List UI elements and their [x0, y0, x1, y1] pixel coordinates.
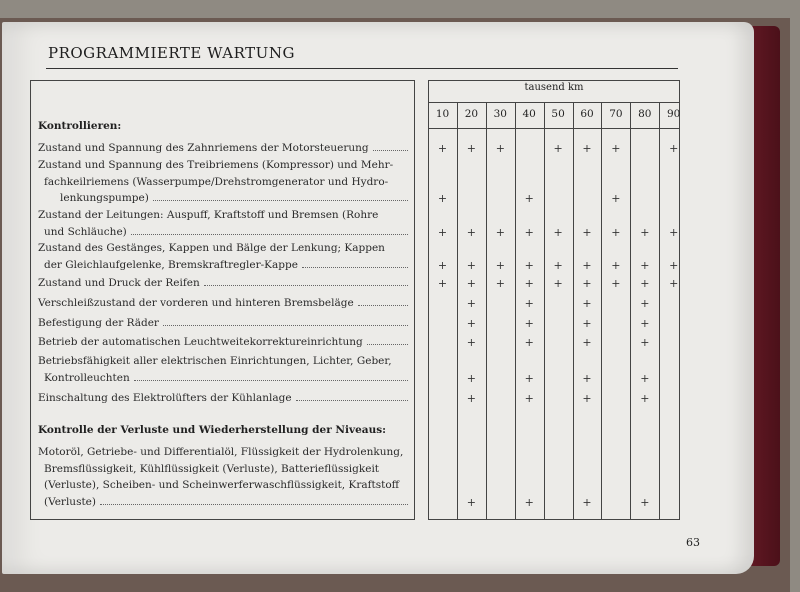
dot-leader	[204, 275, 408, 286]
schedule-mark: +	[524, 336, 534, 349]
schedule-mark: +	[640, 297, 650, 310]
schedule-mark: +	[437, 277, 448, 290]
maintenance-item	[38, 157, 408, 207]
grid-column-line	[515, 102, 516, 520]
km-column-label: 70	[609, 108, 623, 120]
item-text: Betrieb der automatischen Leuchtweitekorrektureinrichtung	[38, 336, 363, 348]
section-heading: Kontrollieren:	[38, 120, 122, 132]
section-heading: Kontrolle der Verluste und Wiederherstellung der Niveaus:	[38, 424, 386, 436]
schedule-mark: +	[611, 258, 621, 272]
schedule-mark: +	[466, 392, 476, 405]
dot-leader	[131, 224, 408, 235]
grid-column-line	[630, 102, 631, 520]
item-text: Betriebsfähigkeit aller elektrischen Einrichtungen, Lichter, Geber,	[38, 355, 392, 367]
schedule-mark: +	[437, 142, 448, 155]
schedule-mark: +	[640, 392, 650, 405]
maintenance-item	[38, 207, 408, 240]
km-column-label: 20	[464, 108, 479, 120]
maintenance-item	[38, 275, 408, 292]
schedule-mark: +	[437, 258, 448, 272]
dot-leader	[358, 295, 408, 306]
schedule-mark: +	[466, 297, 476, 310]
schedule-mark: +	[582, 317, 592, 330]
grid-column-line	[573, 102, 574, 520]
km-column-label: 30	[493, 108, 507, 120]
item-text: fachkeilriemens (Wasserpumpe/Drehstromgenerator und Hydro-	[44, 175, 389, 188]
schedule-mark: +	[611, 277, 621, 290]
schedule-mark: +	[669, 258, 679, 272]
schedule-mark: +	[640, 317, 650, 330]
item-text: (Verluste), Scheiben- und Scheinwerferwaschflüssigkeit, Kraftstoff	[44, 479, 400, 491]
schedule-mark: +	[640, 336, 650, 349]
dot-leader	[296, 390, 408, 401]
km-column-label: 80	[638, 108, 652, 120]
schedule-mark: +	[582, 336, 592, 349]
dot-leader	[100, 494, 408, 505]
schedule-mark: +	[611, 225, 621, 239]
maintenance-item	[38, 315, 408, 332]
schedule-mark: +	[466, 371, 476, 385]
schedule-mark: +	[582, 142, 592, 155]
title-rule	[46, 68, 678, 69]
schedule-mark: +	[495, 258, 505, 272]
item-text: Kontrolleuchten	[44, 371, 130, 384]
grid-column-line	[544, 102, 545, 520]
km-column-label: 90	[667, 108, 681, 120]
item-text: (Verluste)	[44, 495, 96, 508]
km-column-label: 40	[522, 108, 536, 120]
schedule-mark: +	[524, 225, 534, 239]
schedule-mark: +	[524, 317, 534, 330]
schedule-mark: +	[524, 277, 534, 290]
schedule-mark: +	[582, 258, 592, 272]
schedule-mark: +	[466, 142, 476, 155]
schedule-mark: +	[640, 495, 650, 509]
maintenance-item	[38, 295, 408, 312]
schedule-mark: +	[640, 258, 650, 272]
maintenance-item	[38, 444, 408, 510]
schedule-mark: +	[582, 495, 592, 509]
schedule-mark: +	[553, 258, 563, 272]
item-text: Bremsflüssigkeit, Kühlflüssigkeit (Verluste), Batterieflüssigkeit	[44, 462, 380, 475]
schedule-mark: +	[466, 495, 476, 509]
schedule-mark: +	[466, 277, 476, 290]
item-text: Zustand und Spannung des Zahnriemens der Motorsteuerung	[38, 142, 369, 154]
item-text: Zustand und Druck der Reifen	[38, 277, 200, 289]
km-column-label: 60	[580, 108, 594, 120]
dot-leader	[134, 370, 408, 381]
schedule-mark: +	[437, 225, 448, 239]
schedule-mark: +	[495, 277, 505, 290]
item-text: und Schläuche)	[44, 225, 127, 238]
schedule-mark: +	[524, 371, 534, 385]
km-unit-label: tausend km	[524, 82, 584, 93]
km-column-label: 50	[551, 108, 565, 120]
maintenance-item	[38, 390, 408, 407]
dot-leader	[367, 334, 408, 345]
schedule-mark: +	[582, 371, 592, 385]
schedule-mark: +	[437, 192, 448, 205]
schedule-mark: +	[524, 297, 534, 310]
schedule-mark: +	[466, 225, 476, 239]
dot-leader	[153, 190, 408, 201]
maintenance-item	[38, 240, 408, 273]
maintenance-item	[38, 353, 408, 386]
schedule-mark: +	[640, 225, 650, 239]
schedule-mark: +	[466, 258, 476, 272]
schedule-mark: +	[553, 277, 563, 290]
schedule-mark: +	[495, 142, 505, 155]
maintenance-item	[38, 140, 408, 157]
maintenance-item	[38, 334, 408, 351]
schedule-mark: +	[582, 392, 592, 405]
grid-column-line	[601, 102, 602, 520]
item-text: der Gleichlaufgelenke, Bremskraftregler-Kappe	[44, 258, 298, 271]
item-text: Zustand des Gestänges, Kappen und Bälge der Lenkung; Kappen	[38, 242, 385, 254]
schedule-mark: +	[582, 297, 592, 310]
schedule-mark: +	[466, 317, 476, 330]
grid-column-line	[659, 102, 660, 520]
item-text: Einschaltung des Elektrolüfters der Kühlanlage	[38, 392, 292, 404]
item-text: Verschleißzustand der vorderen und hinteren Bremsbeläge	[38, 297, 354, 309]
item-text: Zustand und Spannung des Treibriemens (Kompressor) und Mehr-	[38, 159, 394, 171]
schedule-mark: +	[611, 142, 621, 155]
km-column-label: 10	[435, 108, 450, 120]
dot-leader	[163, 315, 408, 326]
schedule-mark: +	[611, 192, 621, 205]
schedule-mark: +	[640, 277, 650, 290]
page-number: 63	[686, 536, 700, 549]
schedule-mark: +	[524, 192, 534, 205]
schedule-mark: +	[524, 258, 534, 272]
item-text: Motoröl, Getriebe- und Differentialöl, Flüssigkeit der Hydrolenkung,	[38, 446, 404, 458]
item-text: Zustand der Leitungen: Auspuff, Kraftstoff und Bremsen (Rohre	[38, 209, 379, 221]
dot-leader	[302, 257, 408, 268]
header-rule	[428, 102, 680, 103]
page-title: PROGRAMMIERTE WARTUNG	[48, 44, 295, 62]
column-label-rule	[428, 128, 680, 129]
schedule-mark: +	[640, 371, 650, 385]
schedule-mark: +	[582, 277, 592, 290]
schedule-mark: +	[466, 336, 476, 349]
grid-column-line	[457, 102, 458, 520]
schedule-mark: +	[553, 225, 563, 239]
schedule-mark: +	[524, 495, 534, 509]
item-text: Befestigung der Räder	[38, 317, 159, 329]
schedule-mark: +	[553, 142, 563, 155]
schedule-mark: +	[582, 225, 592, 239]
schedule-mark: +	[495, 225, 505, 239]
dot-leader	[373, 140, 408, 151]
schedule-mark: +	[669, 225, 679, 239]
schedule-mark: +	[524, 392, 534, 405]
item-text: lenkungspumpe)	[60, 192, 149, 204]
grid-column-line	[486, 102, 487, 520]
schedule-mark: +	[669, 277, 679, 290]
schedule-mark: +	[669, 142, 679, 155]
